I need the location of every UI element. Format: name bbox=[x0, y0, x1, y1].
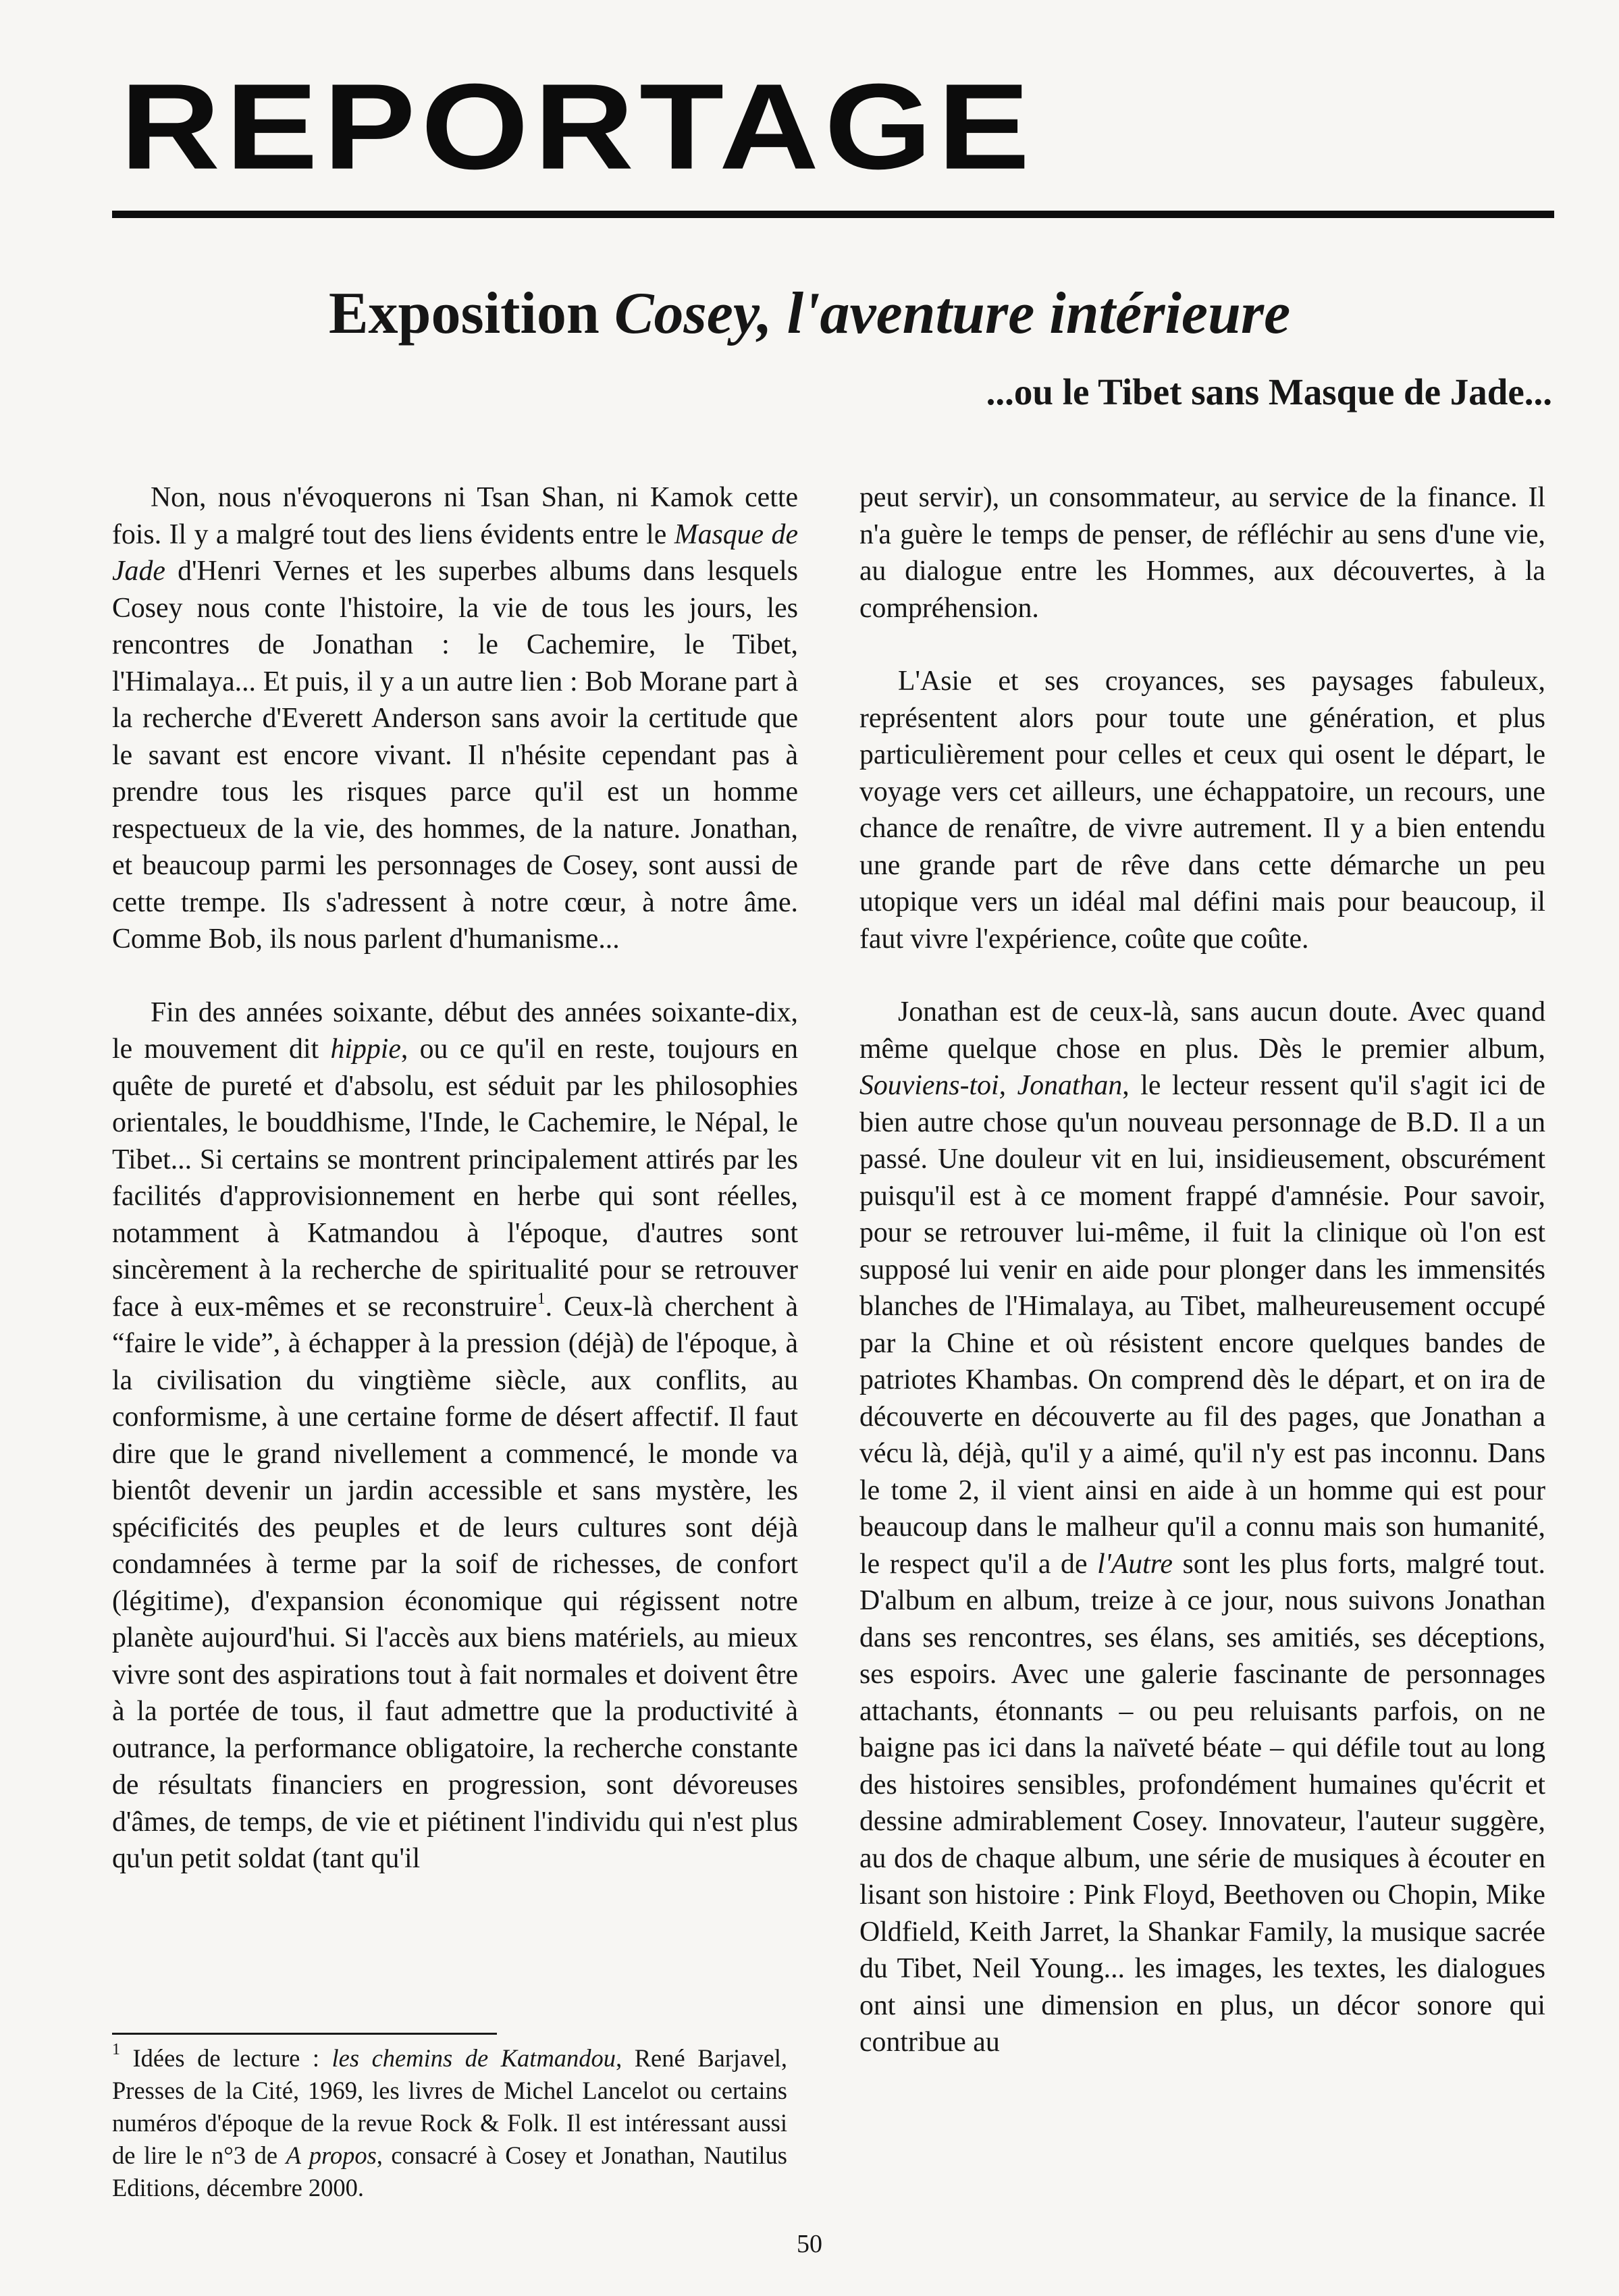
title-prefix: Exposition bbox=[328, 281, 614, 346]
paragraph bbox=[112, 479, 798, 958]
title-italic: Cosey, l'aventure intérieure bbox=[614, 281, 1291, 346]
text-run: Jonathan est de ceux-là, sans aucun doute. Avec quand même quelque chose en plus. Dès le premier album, bbox=[859, 996, 1545, 1065]
text-italic: A propos bbox=[286, 2141, 377, 2169]
article-title bbox=[0, 277, 1619, 351]
header-rule bbox=[112, 211, 1554, 218]
text-run: , consacré à Cosey et Jonathan, Nautilus Editions, décembre 2000. bbox=[112, 2141, 788, 2201]
text-run: , ou ce qu'il en reste, toujours en quête de pureté et d'absolu, est séduit par les philosophies orientales, le bouddhisme, l'Inde, le Cachemire, le Népal, le Tibet... Si certains se montrent principalement attirés par les facilités d'approvisionnement en herbe qui sont réelles, notamment à Katmandou à l'époque, d'autres sont sincèrement à la recherche de spiritualité pour se retrouver face à eux-mêmes et se reconstruire bbox=[112, 1034, 798, 1323]
text-run: , le lecteur ressent qu'il s'agit ici de bien autre chose qu'un nouveau personnage de B.D. Il a un passé. Une douleur vit en lui, insidieusement, obscurément puisqu'il est à ce moment frappé d'amnésie. Pour savoir, pour se retrouver lui-même, il fuit la clinique où l'on est supposé lui venir en aide pour plonger dans les immensités blanches de l'Himalaya, au Tibet, malheureusement occupé par la Chine et où résistent encore quelques bandes de patriotes Khambas. On comprend dès le départ, et on ira de découverte en découverte au fil des pages, que Jonathan a vécu là, déjà, qu'il y a aimé, qu'il n'y est pas inconnu. Dans le tome 2, il vient ainsi en aide à un homme qui est pour beaucoup dans le malheur qu'il a connu mais son humanité, le respect qu'il a de bbox=[859, 1070, 1545, 1580]
text-run: Non, nous n'évoquerons ni Tsan Shan, ni Kamok cette fois. Il y a malgré tout des liens évidents entre le bbox=[112, 482, 798, 550]
paragraph: peut servir), un consommateur, au service de la finance. Il n'a guère le temps de penser, de réfléchir au sens d'une vie, au dialogue entre les Hommes, aux découvertes, à la compréhension. bbox=[859, 482, 1545, 624]
text-run: . Ceux-là cherchent à “faire le vide”, à échapper à la pression (déjà) de l'époque, à la civilisation du vingtième siècle, aux conflits, au conformisme, à une certaine forme de désert affectif. Il faut dire que le grand nivellement a commencé, le monde va bientôt devenir un jardin accessible et sans mystère, les spécificités des peuples et de leurs cultures sont déjà condamnées à terme par la soif de richesses, de confort (légitime), d'expansion économique qui régissent notre planète aujourd'hui. Si l'accès aux biens matériels, au mieux vivre sont des aspirations tout à fait normales et doivent être à la portée de tous, il faut admettre que la productivité à outrance, la performance obligatoire, la recherche constante de résultats financiers en progression, sont dévoreuses d'âmes, de temps, de vie et piétinent l'individu qui n'est plus qu'un petit soldat (tant qu'il bbox=[112, 1291, 798, 1874]
right-column bbox=[859, 479, 1545, 2061]
paragraph: L'Asie et ses croyances, ses paysages fabuleux, représentent alors pour toute une génération, et plus particulièrement pour celles et ceux qui osent le départ, le voyage vers cet ailleurs, une échappatoire, un recours, une chance de renaître, de vivre autrement. Il y a bien entendu une grande part de rêve dans cette démarche un peu utopique vers un idéal mal défini mais pour beaucoup, il faut vivre l'expérience, coûte que coûte. bbox=[859, 666, 1545, 955]
text-run: sont les plus forts, malgré tout. D'album en album, treize à ce jour, nous suivons Jonathan dans ses rencontres, ses élans, ses amitiés, ses déceptions, ses espoirs. Avec une galerie fascinante de personnages attachants, étonnants – ou peu reluisants parfois, on ne baigne pas ici dans la naïveté béate – qui défile tout au long des histoires sensibles, profondément humaines qu'écrit et dessine admirablement Cosey. Innovateur, l'auteur suggère, au dos de chaque album, une série de musiques à écouter en lisant son histoire : Pink Floyd, Beethoven ou Chopin, Mike Oldfield, Keith Jarret, la Shankar Family, la musique sacrée du Tibet, Neil Young... les images, les textes, les dialogues ont ainsi une dimension en plus, un décor sonore qui contribue au bbox=[859, 1548, 1545, 2058]
text-italic: Masque de Jade bbox=[112, 518, 798, 587]
text-italic: l'Autre bbox=[1097, 1548, 1173, 1580]
text-run: d'Henri Vernes et les superbes albums dans lesquels Cosey nous conte l'histoire, la vie de tous les jours, les rencontres de Jonathan : le Cachemire, le Tibet, l'Himalaya... Et puis, il y a un autre lien : Bob Morane part à la recherche d'Everett Anderson sans avoir la certitude que le savant est encore vivant. Il n'hésite cependant pas à prendre tous les risques parce qu'il est un homme respectueux de la vie, des hommes, de la nature. Jonathan, et beaucoup parmi les personnages de Cosey, sont aussi de cette trempe. Ils s'adressent à notre cœur, à notre âme. Comme Bob, ils nous parlent d'humanisme... bbox=[112, 556, 798, 955]
text-italic: Souviens-toi, Jonathan bbox=[859, 1070, 1123, 1101]
paragraph bbox=[112, 994, 798, 1877]
footnote-number: 1 bbox=[112, 2041, 120, 2058]
footnote-rule bbox=[112, 2033, 497, 2035]
text-run: , René Barjavel, Presses de la Cité, 1969, les livres de Michel Lancelot ou certains numéros d'époque de la revue Rock & Folk. Il est intéressant aussi de lire le n°3 de bbox=[112, 2044, 787, 2169]
text-italic: les chemins de Katmandou bbox=[331, 2044, 616, 2072]
article-subtitle: ...ou le Tibet sans Masque de Jade... bbox=[986, 371, 1552, 412]
text-run: Fin des années soixante, début des années soixante-dix, le mouvement dit bbox=[112, 996, 798, 1065]
page-number: 50 bbox=[797, 2230, 822, 2258]
left-column bbox=[112, 479, 798, 1877]
text-run: Idées de lecture : bbox=[120, 2044, 332, 2072]
footnote-ref: 1 bbox=[537, 1289, 546, 1308]
paragraph bbox=[859, 994, 1545, 2061]
footnote bbox=[112, 2042, 787, 2204]
section-rubric: REPORTAGE bbox=[120, 58, 1036, 195]
text-italic: hippie bbox=[330, 1034, 401, 1065]
